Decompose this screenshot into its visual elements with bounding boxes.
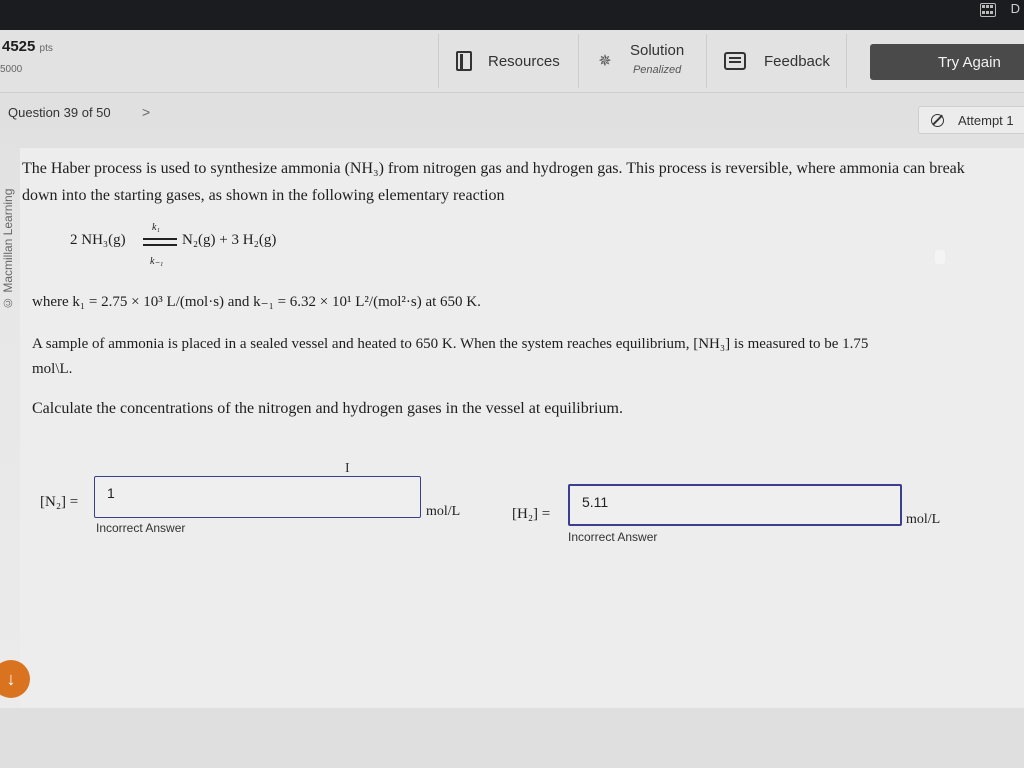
bottom-area <box>0 708 1024 768</box>
sample-description: A sample of ammonia is placed in a sealed vessel and heated to 650 K. When the system reaches equilibrium, [NH₃] is measured to be 1.75 mol\L. <box>32 336 869 377</box>
reaction-left: 2 NH₃(g) <box>70 232 126 248</box>
grid-icon[interactable] <box>980 3 996 17</box>
next-question-chevron-icon[interactable]: > <box>142 104 151 120</box>
resources-label: Resources <box>488 52 560 70</box>
header-divider <box>846 34 847 88</box>
feedback-label: Feedback <box>764 52 830 70</box>
attempt-badge <box>918 106 1024 134</box>
h2-label: [H₂] = <box>512 506 551 522</box>
n2-input[interactable]: 1 <box>94 476 421 518</box>
attempt-label: Attempt 1 <box>958 112 1014 128</box>
question-panel <box>20 148 1024 708</box>
score-total: 5000 <box>0 64 23 75</box>
lightbulb-icon: ✵ <box>598 53 612 70</box>
score-unit: pts <box>39 43 53 54</box>
n2-unit: mol/L <box>426 504 461 519</box>
book-icon <box>456 51 472 71</box>
header-divider <box>578 34 579 88</box>
feedback-button[interactable] <box>724 30 830 92</box>
h2-unit: mol/L <box>906 512 941 527</box>
top-bezel <box>0 0 1024 30</box>
h2-input[interactable]: 5.11 <box>568 484 902 526</box>
score-value: 4525 <box>2 38 36 55</box>
rate-constants: where k₁ = 2.75 × 10³ L/(mol·s) and k₋₁ = 6.32 × 10¹ L²/(mol²·s) at 650 K. <box>32 294 481 310</box>
header-divider <box>438 34 439 88</box>
calculation-prompt: Calculate the concentrations of the nitrogen and hydrogen gases in the vessel at equilibrium. <box>32 400 623 417</box>
arrow-down-icon: ↓ <box>6 668 16 689</box>
k-forward-label: k₁ <box>152 222 160 233</box>
try-again-button[interactable]: Try Again <box>870 44 1024 80</box>
text-cursor-icon: I <box>345 461 350 476</box>
header-divider <box>706 34 707 88</box>
n2-status: Incorrect Answer <box>96 521 186 535</box>
score <box>2 38 53 55</box>
no-entry-icon <box>931 114 944 127</box>
k-reverse-label: k₋₁ <box>150 256 164 267</box>
copyright-credit: © Macmillan Learning <box>1 188 15 310</box>
reaction-right: N₂(g) + 3 H₂(g) <box>182 232 277 248</box>
corner-letter: D <box>1010 1 1020 16</box>
solution-button[interactable] <box>594 30 684 92</box>
solution-label: Solution <box>630 42 685 59</box>
feedback-icon <box>724 52 746 70</box>
screen-glare <box>935 250 945 264</box>
question-counter: Question 39 of 50 <box>8 105 111 120</box>
h2-status: Incorrect Answer <box>568 530 658 544</box>
question-intro: The Haber process is used to synthesize ammonia (NH₃) from nitrogen gas and hydrogen gas. This process is reversible, where ammonia can break down into the starting gases, as shown in the following elementary reaction <box>22 160 965 204</box>
resources-button[interactable] <box>456 30 560 92</box>
n2-label: [N₂] = <box>40 494 79 510</box>
equilibrium-arrows-icon <box>143 236 179 248</box>
solution-penalty: Penalized <box>632 64 682 76</box>
